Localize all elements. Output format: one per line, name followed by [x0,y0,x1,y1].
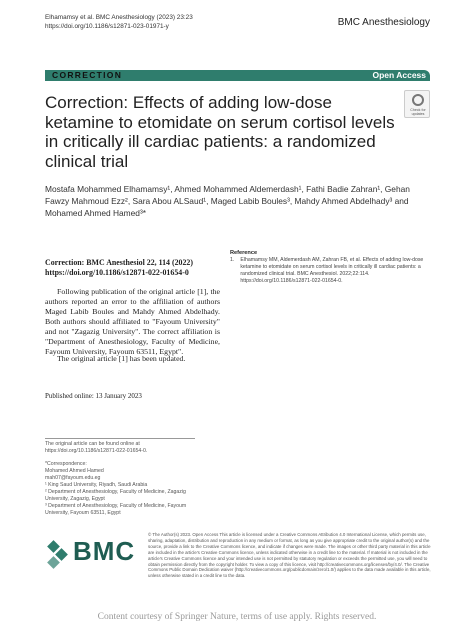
body-paragraph: Following publication of the original article [1], the authors reported an error to the affiliation of authors Maged Labib Boules and Mahdy Ahmed Abdelhady. Both authors should affiliated to "Fayoum University" and not "Zagazig University". The correct affiliation is "Department of Anesthesiology, Faculty of Medicine, Fayoum University, Fayoum 63511, Egypt". [45,287,220,356]
correction-label: CORRECTION [52,70,123,80]
body-paragraph-2: The original article [1] has been updated. [57,354,186,363]
journal-name: BMC Anesthesiology [337,17,430,28]
correspondence-label: *Correspondence: [45,461,87,467]
logo-text: BMC [73,536,136,566]
reference-text[interactable]: Elhamamsy MM, Aldemerdash AM, Zahran FB, et al. Effects of adding low-dose ketamine to etomidate on serum cortisol levels in critically ill cardiac patients: a randomized clinical trial. BMC Anesthesiol. 2022;22:114. https://doi.org/10.1186/s12871-022-01654-0. [240,257,424,284]
author-list: Mostafa Mohammed Elhamamsy¹, Ahmed Mohammed Aldemerdash¹, Fathi Badie Zahran¹, Gehan Fawzy Mahmoud Ezz², Sara Abou ALSaud¹, Maged Labib Boules³, Mahdy Ahmed Abdelhady³ and Mohamed Ahmed Hamed³* [45,184,410,218]
correction-citation: Correction: BMC Anesthesiol 22, 114 (2022) [45,258,194,267]
affiliation-2: ² Department of Anesthesiology, Faculty of Medicine, Zagazig University, Zagazig, Egypt [45,489,186,502]
page-footer: Content courtesy of Springer Nature, terms of use apply. Rights reserved. [97,612,377,622]
correction-doi[interactable]: https://doi.org/10.1186/s12871-022-01654-0 [45,268,189,277]
bmc-logo [45,538,135,566]
check-updates-text: Check for updates [410,108,426,116]
reference-item [230,257,430,285]
references-heading: Reference [230,250,258,256]
affiliation-1: ¹ King Saud University, Riyadh, Saudi Arabia [45,482,148,488]
correspondence-email[interactable]: mah07@fayoum.edu.eg [45,475,101,481]
correspondence-name: Mohamed Ahmed Hamed [45,468,104,474]
license-text: © The Author(s) 2023. Open Access This article is licensed under a Creative Commons Attribution 4.0 International License, which permits use, sharing, adaptation, distribution and reproduction in any medium or format, as long as you give appropriate credit to the original author(s) and the source, provide a link to the Creative Commons licence, and indicate if changes were made. The images or other third party material in this article are included in the article's Creative Commons licence, unless indicated otherwise in a credit line to the material. If material is not included in the article's Creative Commons licence and your intended use is not permitted by statutory regulation or exceeds the permitted use, you will need to obtain permission directly from the copyright holder. To view a copy of this licence, visit http://creativecommons.org/licenses/by/4.0/. The Creative Commons Public Domain Dedication waiver (http://creativecommons.org/publicdomain/zero/1.0/) applies to the data made available in this article, unless otherwise stated in a credit line to the data. [148,532,431,579]
doi-link[interactable]: https://doi.org/10.1186/s12871-023-01971-y [45,22,169,30]
check-updates-icon [412,94,424,106]
reference-number: 1. [230,257,235,263]
references-section [230,250,430,285]
published-date: Published online: 13 January 2023 [45,392,142,400]
open-access-label: Open Access [372,70,426,80]
article-title: Correction: Effects of adding low-dose ketamine to etomidate on serum cortisol levels in critically ill cardiac patients: a randomized clinical trial [45,93,395,171]
citation-line: Elhamamsy et al. BMC Anesthesiology (2023) 23:23 [45,14,193,21]
correction-heading [45,258,220,278]
footnote-divider [45,438,195,439]
citation-header [45,14,193,31]
check-for-updates-badge[interactable] [404,90,430,118]
affiliation-3: ³ Department of Anesthesiology, Faculty of Medicine, Fayoum University, Fayoum 63511, Egypt [45,503,187,516]
original-article-note: The original article can be found online at https://doi.org/10.1186/s12871-022-01654-0. [45,441,148,454]
banner-label-bg [45,70,123,81]
correspondence-block [45,461,195,517]
